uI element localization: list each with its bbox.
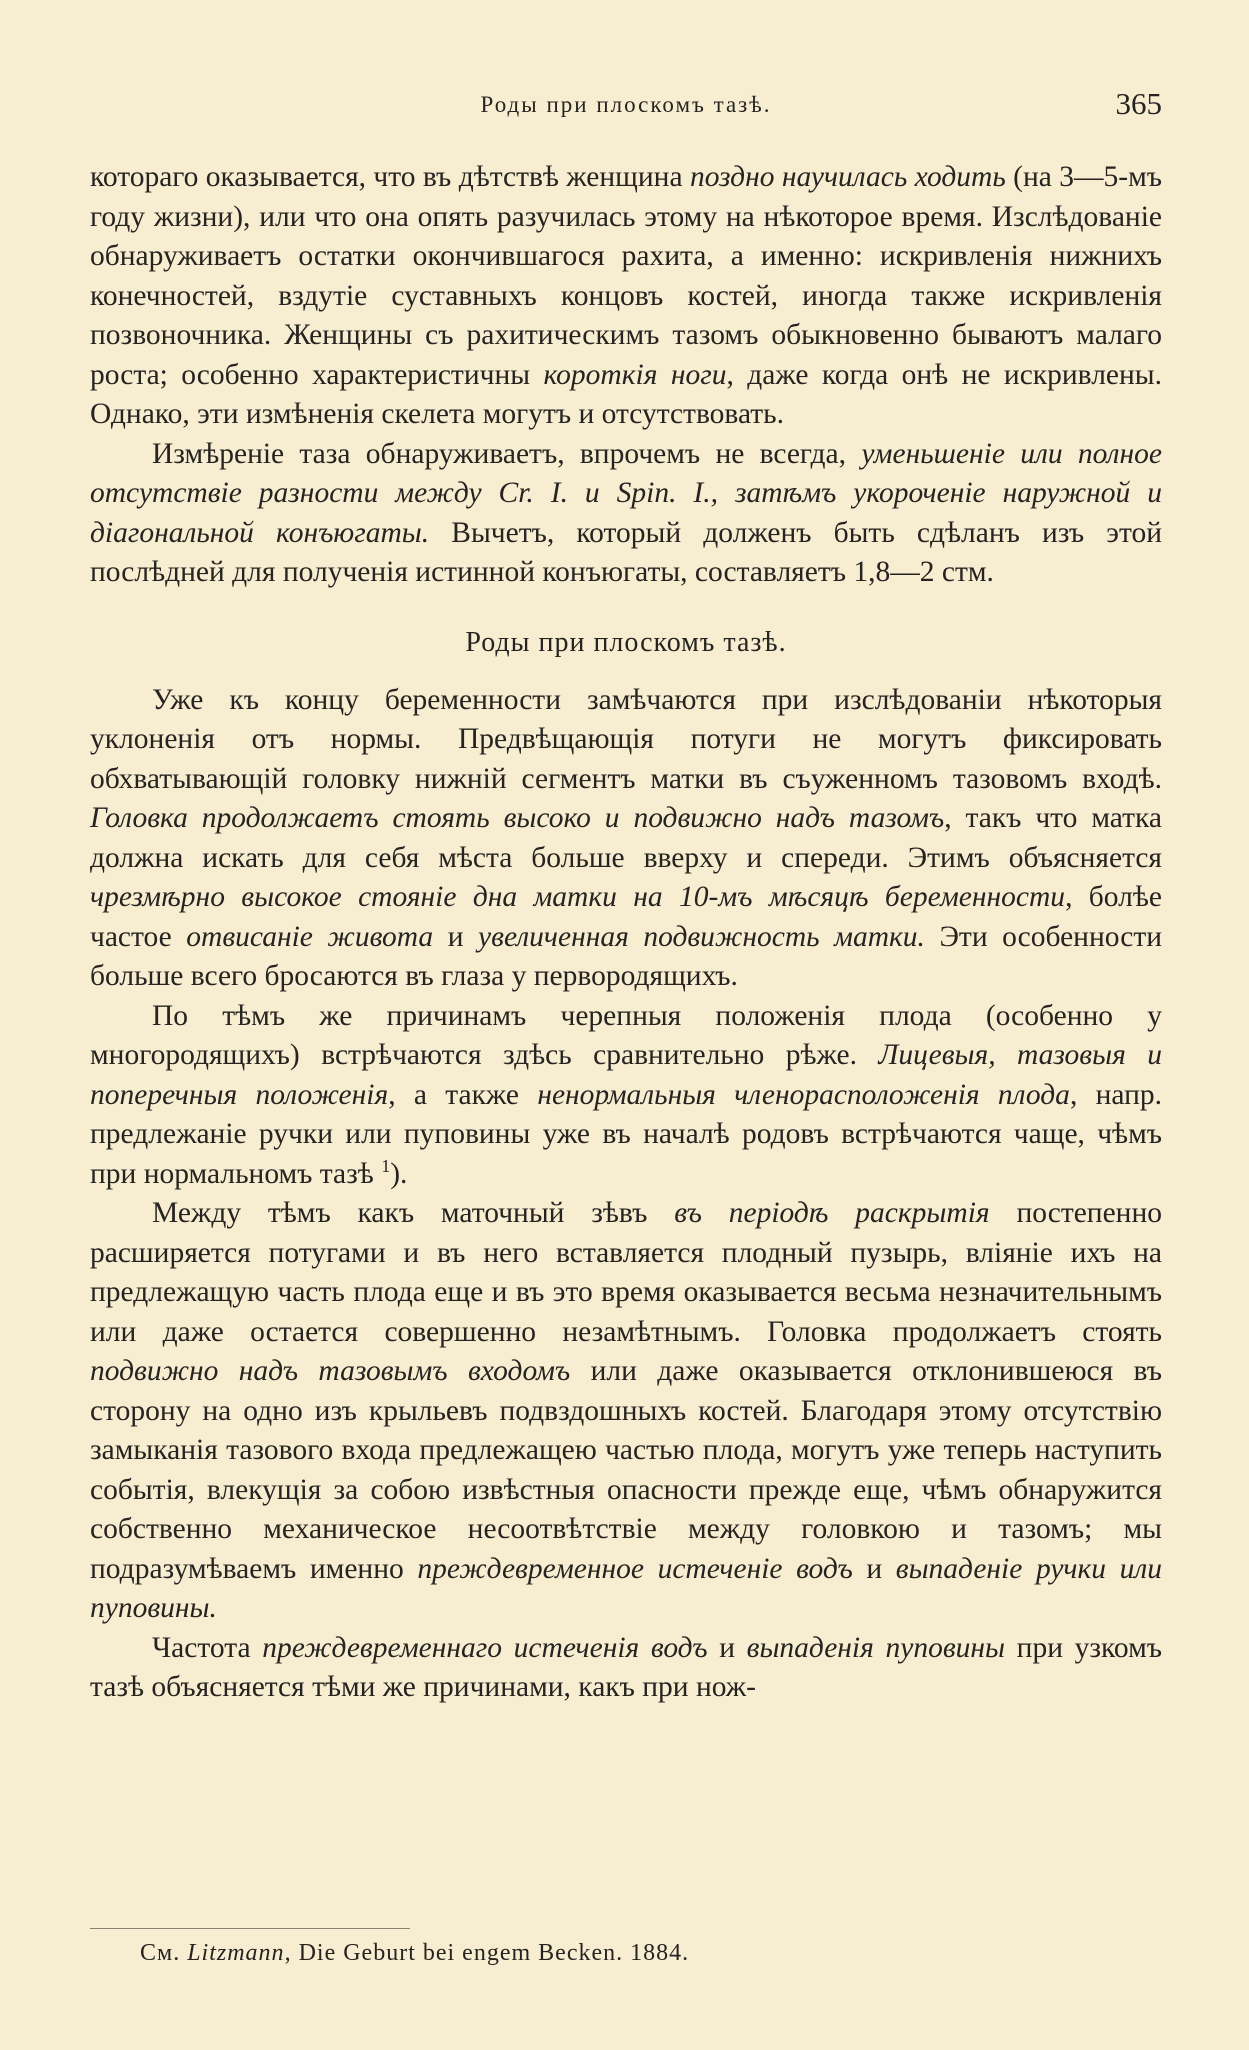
italic-run: короткія ноги <box>543 358 727 391</box>
text-run: , болѣе частое <box>90 881 1162 953</box>
paragraph-5 <box>90 1194 1162 1629</box>
italic-run: Головка продолжаетъ стоять высоко и подвижно надъ тазомъ <box>90 802 945 834</box>
footnote <box>140 1940 689 1967</box>
italic-run: преждевременное истеченіе водъ <box>417 1552 853 1585</box>
text-run: и <box>852 1552 896 1585</box>
text-run: постепенно расширяется потугами и въ него вставляется плодный пузырь, вліяніе ихъ на предлежащую часть плода еще и въ это время оказывается весьма незначительнымъ или даже остается совершенно незамѣтнымъ. Головка продолжаетъ стоять <box>90 1197 1163 1348</box>
italic-run: подвижно надъ тазовымъ входомъ <box>90 1355 571 1387</box>
paragraph-1 <box>90 158 1162 435</box>
text-run: и <box>433 920 479 953</box>
paragraph-2 <box>90 435 1162 593</box>
footnote-marker: 1 <box>381 1155 391 1176</box>
section-heading: Роды при плоскомъ тазѣ. <box>465 626 787 658</box>
running-title: Роды при плоскомъ тазѣ. <box>480 92 772 117</box>
text-run: Частота <box>152 1631 263 1664</box>
text-run: Эти особенности больше всего бросаются въ глаза у первородящихъ. <box>90 920 1163 992</box>
italic-run: преждевременнаго истеченія водъ <box>262 1631 708 1664</box>
text-run: котораго оказывается, что въ дѣтствѣ женщина <box>90 161 690 193</box>
text-run: , а также <box>388 1078 538 1111</box>
footnote-author: Litzmann <box>187 1940 285 1966</box>
text-run: или даже оказывается отклонившеюся въ сторону на одно изъ крыльевъ подвздошныхъ костей. Благодаря этому отсутствію замыканія тазового входа предлежащею частью плода, могутъ уже теперь наступить событія, влекущія за собою извѣстныя опасности прежде еще, чѣмъ обнаружится собственно механическое несоотвѣтствіе между головкою и тазомъ; мы подразумѣваемъ именно <box>90 1355 1162 1585</box>
footnote-prefix: См. <box>140 1940 188 1966</box>
footnote-citation: , Die Geburt bei engem Becken. 1884. <box>284 1940 690 1966</box>
text-run: , такъ что матка должна искать для себя мѣста больше вверху и спереди. Этимъ объясняется <box>90 802 1162 874</box>
italic-run: въ періодѣ раскрытія <box>674 1197 990 1229</box>
italic-run: выпаденіе ручки или пуповины. <box>90 1552 1162 1624</box>
italic-run: ненормальныя членорасположенія плода <box>537 1078 1070 1111</box>
text-run: (на 3—5-мъ году жизни), или что она опять разучилась этому на нѣкоторое время. Изслѣдованіе обнаруживаетъ остатки окончившагося рахита, а именно: искривленія нижнихъ конечностей, вздутіе суставныхъ концовъ костей, иногда также искривленія позвоночника. Женщины съ рахитическимъ тазомъ обыкновенно бываютъ малаго роста; особенно характеристичны <box>90 161 1162 391</box>
italic-run: отвисаніе живота <box>186 920 434 953</box>
italic-run: Лицевыя, тазовыя и поперечныя положенія <box>90 1039 1162 1111</box>
text-run: ). <box>390 1157 408 1190</box>
text-run: и <box>707 1631 747 1664</box>
text-run: , даже когда онѣ не искривлены. Однако, эти измѣненія скелета могутъ и отсутствовать. <box>90 358 1163 430</box>
text-run: По тѣмъ же причинамъ черепныя положенія плода (особенно у многородящихъ) встрѣчаются здѣсь сравнительно рѣже. <box>90 999 1162 1071</box>
italic-run: чрезмѣрно высокое стояніе дна матки на 10-мъ мѣсяцѣ беременности <box>90 881 1066 913</box>
text-run: , напр. предлежаніе ручки или пуповины уже въ началѣ родовъ встрѣчаются чаще, чѣмъ при нормальномъ тазѣ <box>90 1078 1163 1190</box>
text-run: Вычетъ, который долженъ быть сдѣланъ изъ этой послѣдней для полученія истинной конъюгаты, составляетъ 1,8—2 стм. <box>90 516 1163 588</box>
footnote-divider <box>90 1928 410 1929</box>
running-head <box>90 86 1162 126</box>
body-text <box>90 158 1162 1708</box>
italic-run: поздно научилась ходить <box>689 161 1006 193</box>
paragraph-6 <box>90 1629 1162 1708</box>
italic-run: уменьшеніе или полное отсутствіе разности между Cr. I. и Spin. I., затѣмъ укороченіе наружной и діагональной конъюгаты. <box>90 437 1162 549</box>
italic-run: увеличенная подвижность матки. <box>478 920 925 953</box>
text-run: Между тѣмъ какъ маточный зѣвъ <box>152 1197 675 1229</box>
paragraph-3 <box>90 681 1162 997</box>
paragraph-4 <box>90 997 1162 1195</box>
document-page <box>90 0 1162 2050</box>
page-number: 365 <box>1115 86 1162 121</box>
text-run: при узкомъ тазѣ объясняется тѣми же причинами, какъ при нож- <box>90 1631 1162 1703</box>
text-run: Измѣреніе таза обнаруживаетъ, впрочемъ не всегда, <box>152 437 862 470</box>
text-run: Уже къ концу беременности замѣчаются при изслѣдованіи нѣкоторыя уклоненія отъ нормы. Предвѣщающія потуги не могутъ фиксировать обхватывающій головку нижній сегментъ матки въ съуженномъ тазовомъ входѣ. <box>90 683 1162 795</box>
italic-run: выпаденія пуповины <box>746 1631 1006 1664</box>
